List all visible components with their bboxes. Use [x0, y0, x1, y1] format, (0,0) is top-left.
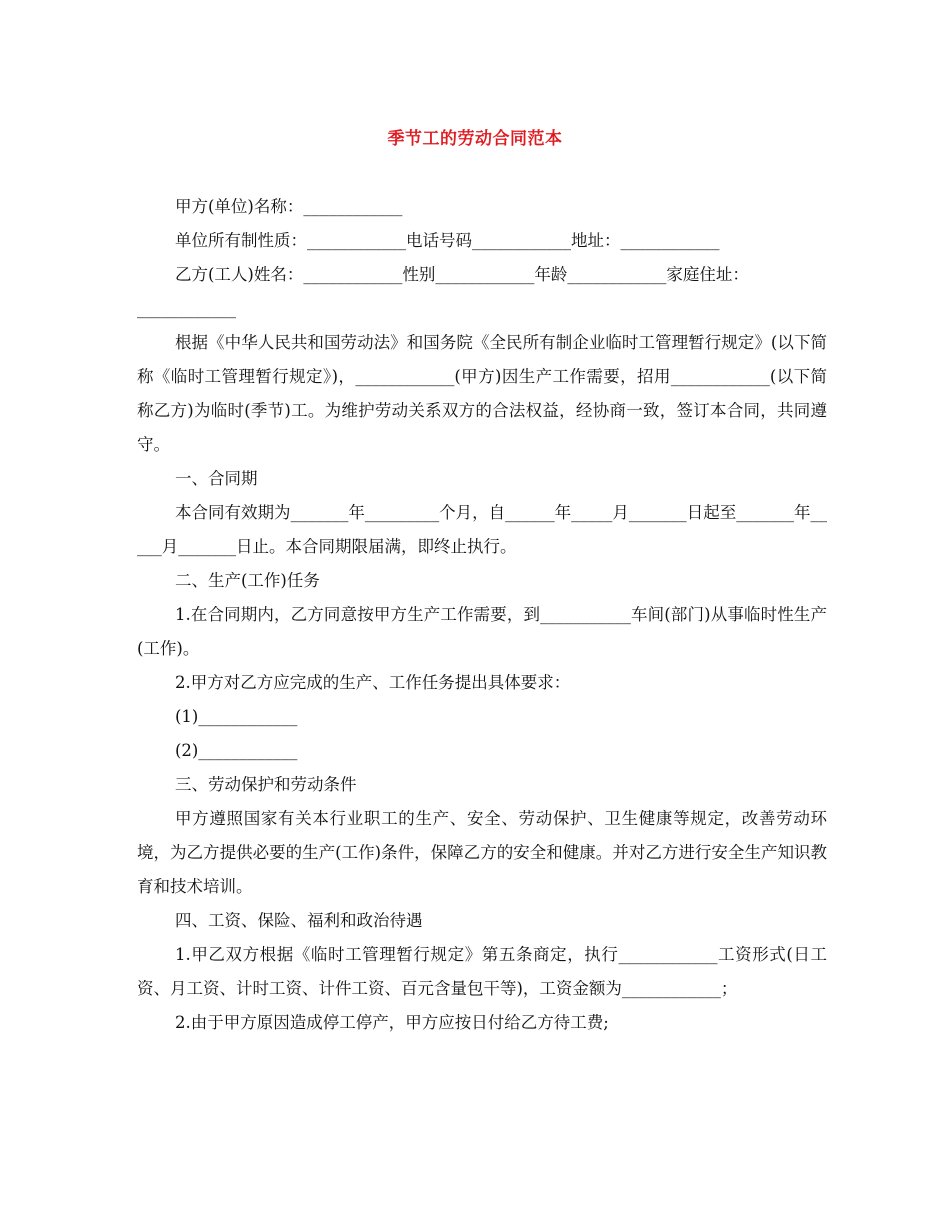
section-1-heading: 一、合同期 [175, 469, 258, 488]
section-2-sub-1: (1)____________ [175, 707, 298, 726]
section-4-item-1: 1.甲乙双方根据《临时工管理暂行规定》第五条商定，执行____________工资形式(日工资、月工资、计时工资、计件工资、百元含量包干等)，工资金额为____________； [137, 945, 827, 998]
document-title: 季节工的劳动合同范本 [387, 129, 563, 149]
section-2-item-1: 1.在合同期内，乙方同意按甲方生产工作需要，到___________车间(部门)从事临时性生产(工作)。 [137, 605, 827, 658]
section-4-item-2: 2.由于甲方原因造成停工停产，甲方应按日付给乙方待工费; [175, 1013, 609, 1032]
party-a-name-line: 甲方(单位)名称：____________ [175, 197, 403, 216]
document-body [137, 190, 827, 1040]
section-1-text: 本合同有效期为_______年_________个月，自______年_____月_______日起至_______年_____月_______日止。本合同期限届满，即终止执行。 [137, 503, 827, 556]
section-4-heading: 四、工资、保险、福利和政治待遇 [175, 911, 423, 930]
section-3-text: 甲方遵照国家有关本行业职工的生产、安全、劳动保护、卫生健康等规定，改善劳动环境，为乙方提供必要的生产(工作)条件，保障乙方的安全和健康。并对乙方进行安全生产知识教育和技术培训。 [137, 809, 827, 896]
section-2-sub-2: (2)____________ [175, 741, 298, 760]
section-2-heading: 二、生产(工作)任务 [175, 571, 320, 590]
party-b-name-line: 乙方(工人)姓名：____________性别____________年龄____________家庭住址： [175, 265, 749, 284]
basis-paragraph: 根据《中华人民共和国劳动法》和国务院《全民所有制企业临时工管理暂行规定》(以下简称《临时工管理暂行规定》)，____________(甲方)因生产工作需要，招用____________(以下简称乙方)为临时(季节)工。为维护劳动关系双方的合法权益，经协商一致，签订本合同，共同遵守。 [137, 333, 827, 454]
party-a-ownership-line: 单位所有制性质：____________电话号码____________地址：____________ [175, 231, 720, 250]
section-3-heading: 三、劳动保护和劳动条件 [175, 775, 357, 794]
party-b-address-blank: ____________ [137, 299, 236, 318]
section-2-item-2: 2.甲方对乙方应完成的生产、工作任务提出具体要求： [175, 673, 571, 692]
